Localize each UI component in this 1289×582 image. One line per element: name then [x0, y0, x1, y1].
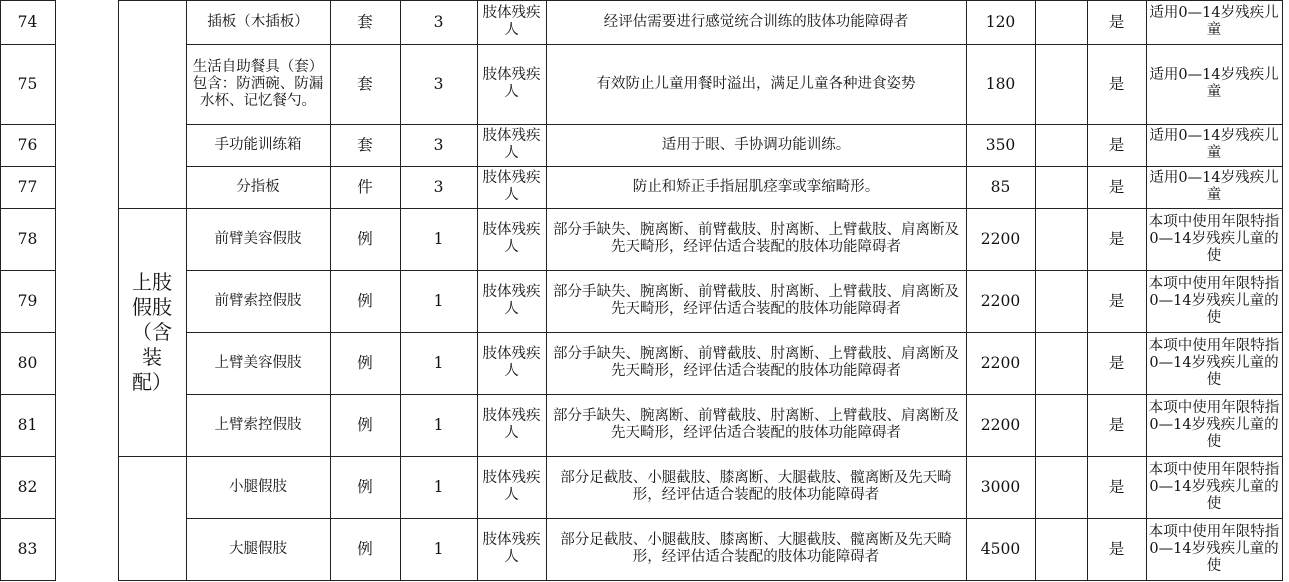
cell-name: 上臂索控假肢	[214, 416, 302, 433]
cell-qty: 1	[433, 477, 444, 496]
cell-qty: 3	[433, 135, 444, 154]
cell-qty: 1	[433, 353, 444, 372]
grid-line	[186, 44, 1283, 45]
grid-line	[186, 124, 1283, 125]
cell-no: 76	[17, 135, 38, 154]
cell-unit: 例	[357, 477, 373, 496]
cell-extra	[1035, 456, 1087, 518]
cell-price: 4500	[980, 539, 1021, 558]
grid-line	[400, 0, 401, 581]
cell-name: 前臂美容假肢	[214, 230, 302, 247]
cell-flag: 是	[1108, 415, 1125, 434]
cell-no: 81	[17, 415, 38, 434]
cell-extra	[1035, 332, 1087, 394]
cell-extra	[1035, 124, 1087, 166]
cell-target: 肢体残疾人	[482, 284, 541, 317]
cell-price: 2200	[980, 229, 1021, 248]
cell-note: 适用0—14岁残疾儿童	[1149, 67, 1279, 100]
cell-flag: 是	[1108, 539, 1125, 558]
cell-unit: 例	[357, 353, 373, 372]
cell-note: 本项中使用年限特指0—14岁残疾儿童的使	[1148, 213, 1280, 264]
cell-name: 生活自助餐具（套）包含：防洒碗、防漏水杯、记忆餐勺。	[192, 58, 324, 109]
cell-name: 大腿假肢	[229, 540, 287, 557]
cell-extra	[1035, 394, 1087, 456]
cell-extra	[1035, 208, 1087, 270]
grid-line	[546, 0, 547, 581]
cell-target: 肢体残疾人	[482, 346, 541, 379]
cell-qty: 3	[433, 177, 444, 196]
cell-desc: 经评估需要进行感觉统合训练的肢体功能障碍者	[603, 13, 909, 30]
grid-line	[186, 0, 187, 581]
cell-desc: 有效防止儿童用餐时溢出，满足儿童各种进食姿势	[596, 75, 916, 92]
grid-line	[118, 208, 187, 209]
grid-line	[0, 580, 56, 581]
cell-extra	[1035, 0, 1087, 44]
cell-extra	[1035, 270, 1087, 332]
cell-qty: 1	[433, 539, 444, 558]
cell-desc: 部分足截肢、小腿截肢、膝离断、大腿截肢、髋离断及先天畸形，经评估适合装配的肢体功能障碍者	[560, 470, 952, 503]
cell-qty: 1	[433, 291, 444, 310]
cell-desc: 部分手缺失、腕离断、前臂截肢、肘离断、上臂截肢、肩离断及先天畸形，经评估适合装配的肢体功能障碍者	[553, 346, 959, 379]
cell-no: 83	[17, 539, 38, 558]
grid-line	[0, 332, 56, 333]
cell-unit: 套	[357, 135, 373, 154]
cell-target: 肢体残疾人	[482, 5, 541, 38]
grid-line	[0, 44, 56, 45]
cell-unit: 例	[357, 539, 373, 558]
cell-name: 手功能训练箱	[214, 136, 302, 153]
grid-line	[477, 0, 478, 581]
grid-line	[1282, 0, 1283, 581]
cell-note: 本项中使用年限特指0—14岁残疾儿童的使	[1148, 523, 1280, 574]
cell-no: 79	[17, 291, 38, 310]
grid-line	[186, 394, 1283, 395]
cell-desc: 防止和矫正手指屈肌痉挛或挛缩畸形。	[632, 178, 880, 195]
cell-price: 85	[990, 177, 1011, 196]
grid-line	[966, 0, 967, 581]
cell-flag: 是	[1108, 353, 1125, 372]
cell-no: 77	[17, 177, 38, 196]
cell-price: 2200	[980, 353, 1021, 372]
cell-qty: 1	[433, 229, 444, 248]
cell-target: 肢体残疾人	[482, 532, 541, 565]
cell-unit: 例	[357, 229, 373, 248]
category-cell	[118, 456, 186, 580]
grid-line	[186, 518, 1283, 519]
grid-line	[0, 0, 56, 1]
grid-line	[0, 208, 56, 209]
grid-line	[0, 270, 56, 271]
cell-note: 本项中使用年限特指0—14岁残疾儿童的使	[1148, 399, 1280, 450]
cell-desc: 部分足截肢、小腿截肢、膝离断、大腿截肢、髋离断及先天畸形，经评估适合装配的肢体功能障碍者	[560, 532, 952, 565]
cell-flag: 是	[1108, 477, 1125, 496]
cell-extra	[1035, 44, 1087, 124]
cell-target: 肢体残疾人	[482, 222, 541, 255]
cell-price: 2200	[980, 291, 1021, 310]
cell-name: 分指板	[236, 178, 280, 195]
cell-extra	[1035, 518, 1087, 580]
cell-note: 适用0—14岁残疾儿童	[1149, 170, 1279, 203]
grid-line	[0, 394, 56, 395]
grid-line	[118, 580, 187, 581]
grid-line	[1035, 0, 1036, 581]
cell-no: 82	[17, 477, 38, 496]
category-cell	[118, 0, 186, 208]
cell-name: 小腿假肢	[229, 478, 287, 495]
cell-flag: 是	[1108, 177, 1125, 196]
grid-line	[0, 518, 56, 519]
cell-target: 肢体残疾人	[482, 408, 541, 441]
grid-line	[118, 456, 187, 457]
cell-qty: 3	[433, 12, 444, 31]
cell-target: 肢体残疾人	[482, 67, 541, 100]
cell-no: 74	[17, 12, 38, 31]
cell-unit: 件	[357, 177, 373, 196]
grid-line	[186, 270, 1283, 271]
cell-qty: 3	[433, 74, 444, 93]
cell-no: 78	[17, 229, 38, 248]
grid-line	[0, 0, 1, 581]
grid-line	[186, 208, 1283, 209]
cell-unit: 例	[357, 415, 373, 434]
cell-unit: 套	[357, 74, 373, 93]
cell-target: 肢体残疾人	[482, 470, 541, 503]
cell-unit: 例	[357, 291, 373, 310]
cell-desc: 适用于眼、手协调功能训练。	[661, 136, 851, 153]
cell-target: 肢体残疾人	[482, 170, 541, 203]
cell-price: 180	[985, 74, 1016, 93]
cell-no: 75	[17, 74, 38, 93]
cell-desc: 部分手缺失、腕离断、前臂截肢、肘离断、上臂截肢、肩离断及先天畸形，经评估适合装配的肢体功能障碍者	[553, 222, 959, 255]
cell-price: 3000	[980, 477, 1021, 496]
cell-name: 前臂索控假肢	[214, 292, 302, 309]
cell-qty: 1	[433, 415, 444, 434]
grid-line	[186, 0, 1283, 1]
cell-flag: 是	[1108, 291, 1125, 310]
cell-flag: 是	[1108, 74, 1125, 93]
cell-flag: 是	[1108, 12, 1125, 31]
cell-unit: 套	[357, 12, 373, 31]
cell-note: 本项中使用年限特指0—14岁残疾儿童的使	[1148, 275, 1280, 326]
grid-line	[0, 456, 56, 457]
cell-note: 适用0—14岁残疾儿童	[1149, 128, 1279, 161]
category-cell: 上肢 假肢 （含 装 配）	[132, 269, 172, 394]
cell-flag: 是	[1108, 135, 1125, 154]
grid-line	[55, 0, 56, 581]
grid-line	[186, 166, 1283, 167]
cell-name: 插板（木插板）	[207, 13, 309, 30]
cell-price: 350	[985, 135, 1016, 154]
cell-note: 本项中使用年限特指0—14岁残疾儿童的使	[1148, 461, 1280, 512]
grid-line	[186, 332, 1283, 333]
grid-line	[330, 0, 331, 581]
cell-desc: 部分手缺失、腕离断、前臂截肢、肘离断、上臂截肢、肩离断及先天畸形，经评估适合装配的肢体功能障碍者	[553, 408, 959, 441]
cell-target: 肢体残疾人	[482, 128, 541, 161]
cell-price: 120	[985, 12, 1016, 31]
cell-extra	[1035, 166, 1087, 208]
grid-line	[0, 166, 56, 167]
cell-no: 80	[17, 353, 38, 372]
grid-line	[0, 124, 56, 125]
cell-note: 适用0—14岁残疾儿童	[1149, 5, 1279, 38]
grid-line	[118, 0, 187, 1]
cell-flag: 是	[1108, 229, 1125, 248]
cell-name: 上臂美容假肢	[214, 354, 302, 371]
grid-line	[118, 0, 119, 581]
grid-line	[186, 456, 1283, 457]
cell-price: 2200	[980, 415, 1021, 434]
grid-line	[1087, 0, 1088, 581]
cell-desc: 部分手缺失、腕离断、前臂截肢、肘离断、上臂截肢、肩离断及先天畸形，经评估适合装配的肢体功能障碍者	[553, 284, 959, 317]
grid-line	[186, 580, 1283, 581]
cell-note: 本项中使用年限特指0—14岁残疾儿童的使	[1148, 337, 1280, 388]
grid-line	[1146, 0, 1147, 581]
